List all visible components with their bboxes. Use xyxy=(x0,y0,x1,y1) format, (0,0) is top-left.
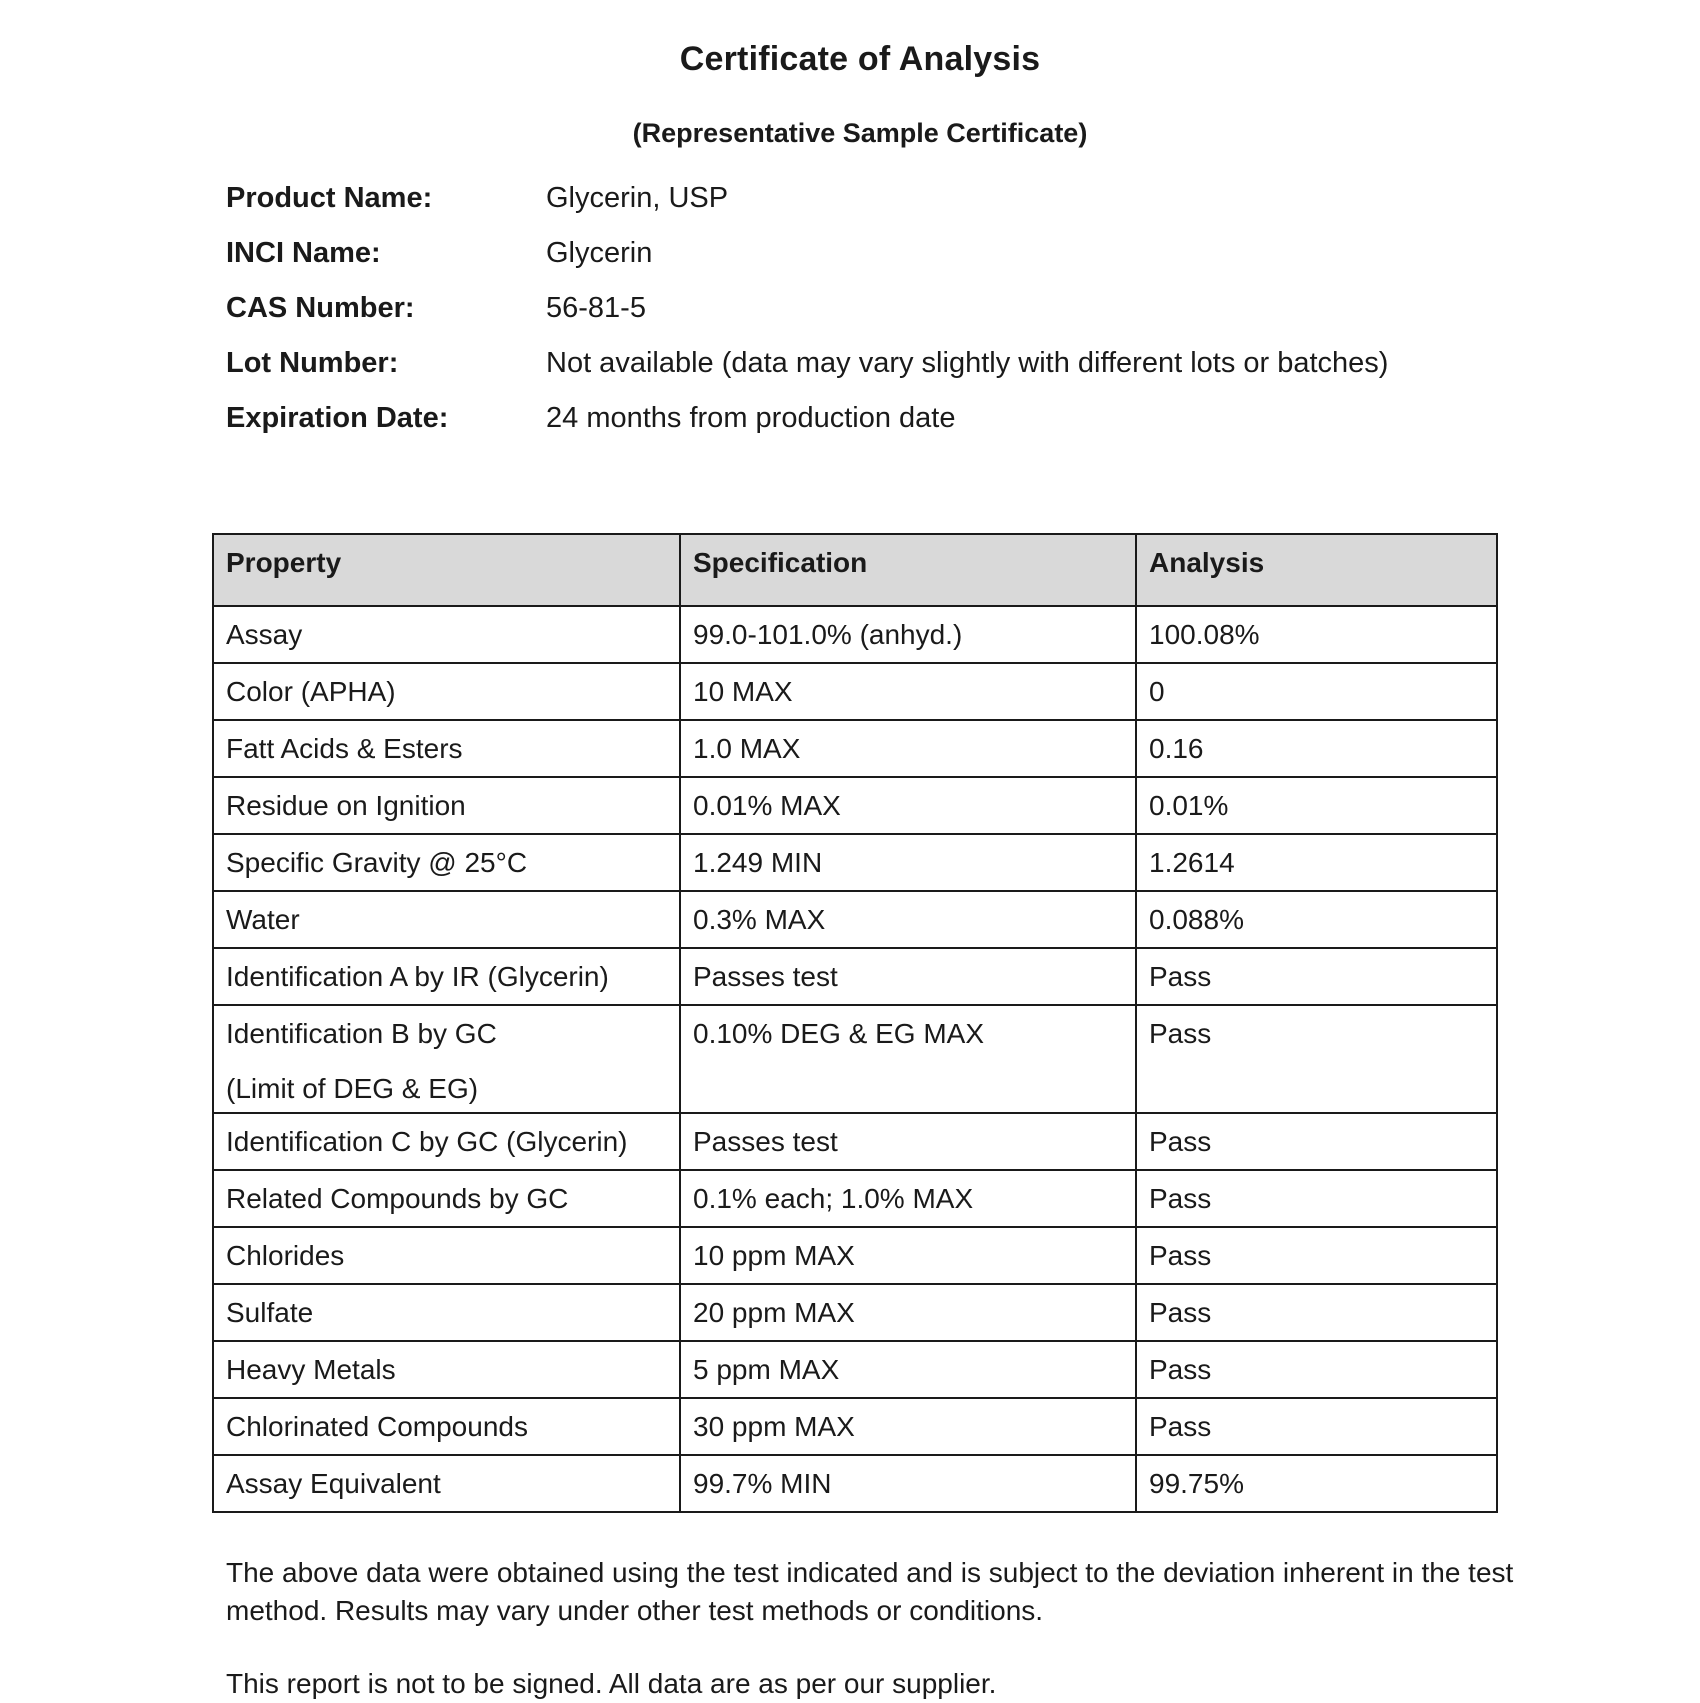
cell-analysis: Pass xyxy=(1136,1113,1497,1170)
cell-property: Specific Gravity @ 25°C xyxy=(213,834,680,891)
info-row-expiration-date xyxy=(226,402,1388,457)
table-row xyxy=(213,663,1497,720)
cell-property: Assay Equivalent xyxy=(213,1455,680,1512)
table-row xyxy=(213,1113,1497,1170)
info-value: Not available (data may vary slightly with different lots or batches) xyxy=(546,347,1389,379)
cell-specification: 0.3% MAX xyxy=(680,891,1136,948)
document-title: Certificate of Analysis xyxy=(679,40,1041,78)
cell-specification: Passes test xyxy=(680,948,1136,1005)
cell-property: Identification A by IR (Glycerin) xyxy=(213,948,680,1005)
cell-analysis: 0.01% xyxy=(1136,777,1497,834)
cell-analysis: Pass xyxy=(1136,1398,1497,1455)
cell-specification: 1.249 MIN xyxy=(680,834,1136,891)
cell-specification: 10 ppm MAX xyxy=(680,1227,1136,1284)
table-row xyxy=(213,891,1497,948)
info-label: CAS Number: xyxy=(226,292,415,324)
table-row xyxy=(213,1170,1497,1227)
cell-property: Heavy Metals xyxy=(213,1341,680,1398)
info-row-cas-number xyxy=(226,292,1388,347)
cell-specification: 99.7% MIN xyxy=(680,1455,1136,1512)
cell-analysis: Pass xyxy=(1136,1005,1497,1113)
table-row xyxy=(213,1005,1497,1113)
product-info xyxy=(226,182,1388,457)
cell-specification: 5 ppm MAX xyxy=(680,1341,1136,1398)
info-value: Glycerin xyxy=(546,237,653,269)
table-row xyxy=(213,1227,1497,1284)
table-row xyxy=(213,1455,1497,1512)
cell-specification: 0.01% MAX xyxy=(680,777,1136,834)
cell-analysis: 0.16 xyxy=(1136,720,1497,777)
header-analysis: Analysis xyxy=(1136,534,1497,606)
cell-property: Identification C by GC (Glycerin) xyxy=(213,1113,680,1170)
cell-analysis: 99.75% xyxy=(1136,1455,1497,1512)
table-row xyxy=(213,1341,1497,1398)
cell-property-line2: (Limit of DEG & EG) xyxy=(226,1073,479,1104)
header-specification: Specification xyxy=(680,534,1136,606)
cell-property xyxy=(213,1005,680,1113)
cell-specification: 30 ppm MAX xyxy=(680,1398,1136,1455)
header-property: Property xyxy=(213,534,680,606)
cell-property: Chlorinated Compounds xyxy=(213,1398,680,1455)
table-row xyxy=(213,1284,1497,1341)
disclaimer-note: The above data were obtained using the test indicated and is subject to the deviation inherent in the test method. Results may vary under other test methods or conditions. xyxy=(226,1557,1514,1626)
cell-property: Fatt Acids & Esters xyxy=(213,720,680,777)
table-row xyxy=(213,720,1497,777)
cell-property-line1: Identification B by GC xyxy=(226,1018,497,1049)
info-row-inci-name xyxy=(226,237,1388,292)
cell-analysis: Pass xyxy=(1136,1341,1497,1398)
info-row-lot-number xyxy=(226,347,1388,402)
info-label: Expiration Date: xyxy=(226,402,449,434)
cell-analysis: Pass xyxy=(1136,948,1497,1005)
info-value: 56-81-5 xyxy=(546,292,646,324)
cell-analysis: 100.08% xyxy=(1136,606,1497,663)
cell-analysis: 0.088% xyxy=(1136,891,1497,948)
cell-property: Residue on Ignition xyxy=(213,777,680,834)
cell-specification: 20 ppm MAX xyxy=(680,1284,1136,1341)
cell-property: Assay xyxy=(213,606,680,663)
cell-specification: 1.0 MAX xyxy=(680,720,1136,777)
info-label: Lot Number: xyxy=(226,347,399,379)
table-row xyxy=(213,948,1497,1005)
cell-specification: Passes test xyxy=(680,1113,1136,1170)
cell-specification: 0.1% each; 1.0% MAX xyxy=(680,1170,1136,1227)
analysis-table xyxy=(212,533,1498,1513)
table-row xyxy=(213,606,1497,663)
signature-note: This report is not to be signed. All data are as per our supplier. xyxy=(226,1668,997,1699)
cell-property: Water xyxy=(213,891,680,948)
table-row xyxy=(213,834,1497,891)
cell-specification: 10 MAX xyxy=(680,663,1136,720)
cell-analysis: Pass xyxy=(1136,1170,1497,1227)
cell-specification: 0.10% DEG & EG MAX xyxy=(680,1005,1136,1113)
info-row-product-name xyxy=(226,182,1388,237)
cell-specification: 99.0-101.0% (anhyd.) xyxy=(680,606,1136,663)
cell-analysis: Pass xyxy=(1136,1227,1497,1284)
cell-property: Chlorides xyxy=(213,1227,680,1284)
info-label: Product Name: xyxy=(226,182,433,214)
cell-analysis: 1.2614 xyxy=(1136,834,1497,891)
cell-analysis: 0 xyxy=(1136,663,1497,720)
table-row xyxy=(213,777,1497,834)
cell-analysis: Pass xyxy=(1136,1284,1497,1341)
info-value: 24 months from production date xyxy=(546,402,956,434)
table-header-row xyxy=(213,534,1497,606)
table-row xyxy=(213,1398,1497,1455)
cell-property: Color (APHA) xyxy=(213,663,680,720)
document-subtitle: (Representative Sample Certificate) xyxy=(632,118,1088,148)
info-value: Glycerin, USP xyxy=(546,182,729,214)
cell-property: Sulfate xyxy=(213,1284,680,1341)
cell-property: Related Compounds by GC xyxy=(213,1170,680,1227)
info-label: INCI Name: xyxy=(226,237,381,269)
